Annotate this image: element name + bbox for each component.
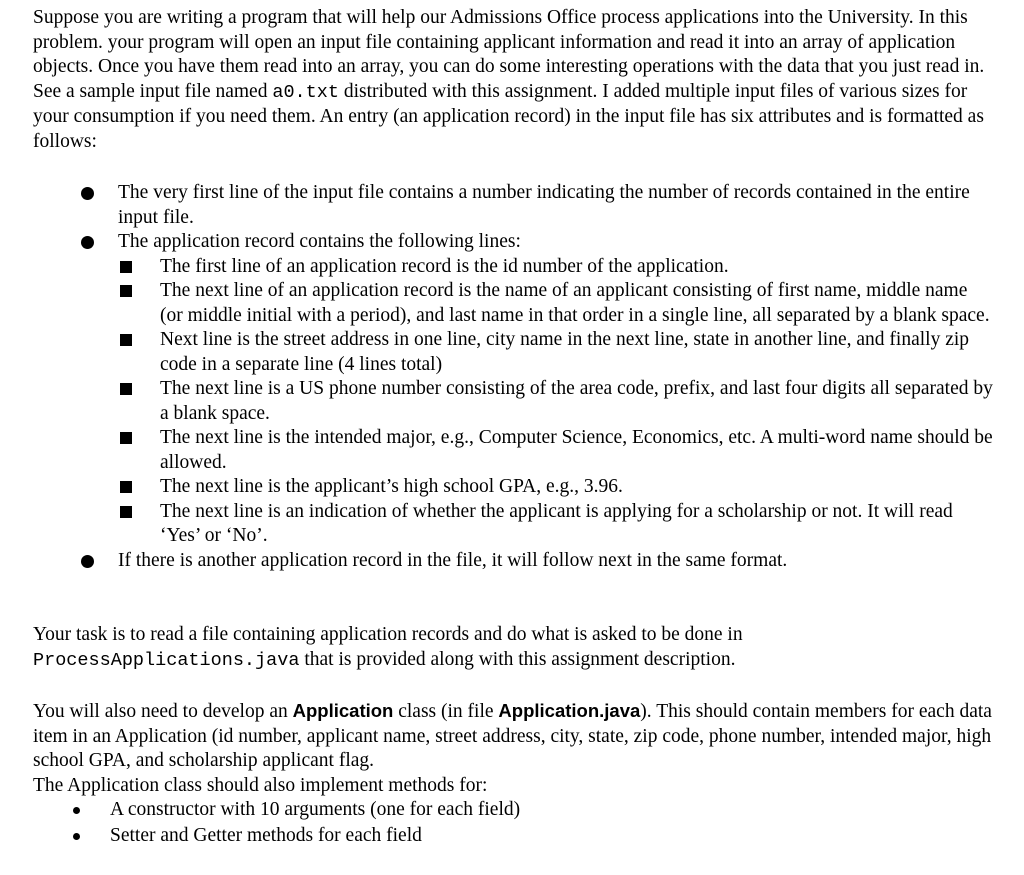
record-line-text: The first line of an application record is the id number of the application. [160, 255, 729, 277]
method-item [33, 823, 993, 849]
record-line-text: The next line is an indication of whether the applicant is applying for a scholarship or not. It will read ‘Yes’ or ‘No’. [160, 500, 953, 546]
task-paragraph [33, 623, 993, 673]
bullet-square-icon [120, 383, 132, 395]
format-item-text: The very first line of the input file contains a number indicating the number of records contained in the entire input file. [118, 182, 970, 228]
class-methods-intro: The Application class should also implement methods for: [33, 774, 488, 796]
format-item-text: If there is another application record in the file, it will follow next in the same format. [118, 549, 788, 571]
bullet-square-icon [120, 506, 132, 518]
methods-list [33, 797, 993, 849]
record-line-item [118, 328, 993, 377]
method-item-text: A constructor with 10 arguments (one for each field) [110, 799, 521, 820]
record-line-text: The next line is the intended major, e.g., Computer Science, Economics, etc. A multi-word name should be allowed. [160, 427, 993, 473]
task-text-2: that is provided along with this assignment description. [299, 648, 736, 670]
format-item-next-record [33, 549, 993, 574]
bullet-square-icon [120, 481, 132, 493]
process-filename: ProcessApplications.java [33, 649, 300, 671]
bullet-dot-icon [73, 833, 80, 840]
bullet-dot-icon [81, 555, 94, 568]
class-file-name: Application.java [498, 700, 641, 721]
record-line-item [118, 377, 993, 426]
intro-text-1: Suppose you are writing a program that will help our Admissions Office process applications into the University. In this problem. your program will open an input file containing applicant information and read it into an array of application objects. Once you have them read into an array, you can do some interesting operations with the data that you just read in. See a sample input file named [33, 7, 985, 102]
class-paragraph [33, 699, 993, 798]
class-text-3: ). This should contain members for each data item in an Application (id number, applicant name, street address, city, state, zip code, phone number, intended major, high school GPA, and scholarship applicant flag. [33, 701, 992, 771]
record-line-text: The next line is a US phone number consisting of the area code, prefix, and last four digits all separated by a blank space. [160, 378, 993, 424]
bullet-square-icon [120, 261, 132, 273]
class-name: Application [292, 700, 394, 721]
format-item-text: The application record contains the following lines: [118, 231, 521, 252]
method-item-text: Setter and Getter methods for each field [110, 825, 422, 846]
record-line-text: The next line of an application record is the name of an applicant consisting of first name, middle name (or middle initial with a period), and last name in that order in a single line, all separated by a blank space. [160, 280, 990, 326]
record-line-item [118, 475, 993, 500]
intro-paragraph [33, 6, 993, 154]
bullet-dot-icon [81, 187, 94, 200]
record-line-text: Next line is the street address in one line, city name in the next line, state in another line, and finally zip code in a separate line (4 lines total) [160, 329, 970, 375]
record-line-text: The next line is the applicant’s high school GPA, e.g., 3.96. [160, 476, 623, 497]
record-line-item [118, 426, 993, 475]
format-item-record-count [33, 181, 993, 230]
class-text-2: class (in file [393, 701, 499, 722]
sample-filename: a0.txt [272, 81, 339, 103]
record-line-item [118, 279, 993, 328]
bullet-dot-icon [81, 236, 94, 249]
task-text-1: Your task is to read a file containing application records and do what is asked to be done in [33, 624, 743, 645]
record-line-item [118, 500, 993, 549]
bullet-square-icon [120, 334, 132, 346]
class-text-1: You will also need to develop an [33, 701, 293, 722]
class-description [33, 699, 993, 774]
format-list [33, 181, 993, 573]
record-line-list [118, 255, 993, 549]
record-line-item [118, 255, 993, 280]
bullet-square-icon [120, 285, 132, 297]
bullet-dot-icon [73, 807, 80, 814]
intro-text-2: distributed with this assignment. I added multiple input files of various sizes for your consumption if you need them. An entry (an application record) in the input file has six attributes and is formatted as follows: [33, 80, 984, 152]
method-item [33, 797, 993, 823]
format-item-record-lines [33, 230, 993, 549]
bullet-square-icon [120, 432, 132, 444]
